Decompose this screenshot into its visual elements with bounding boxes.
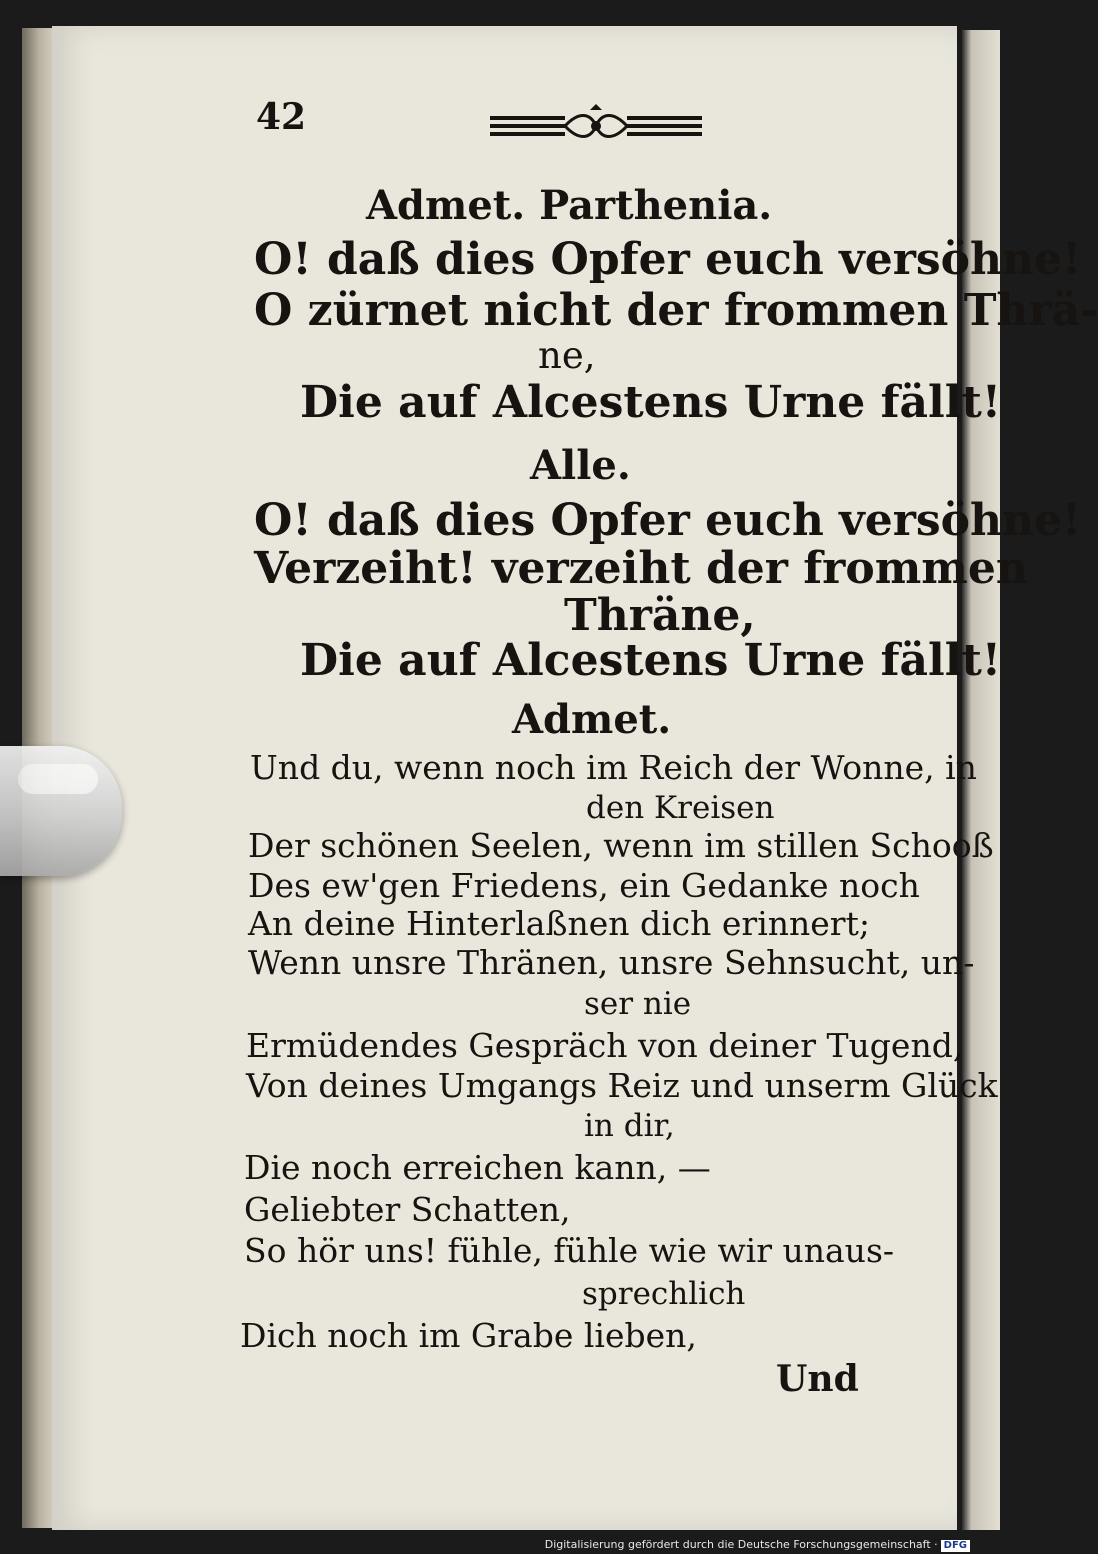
- verse-line-turnover: den Kreisen: [586, 790, 775, 826]
- verse-line: Die auf Alcestens Urne fällt!: [300, 635, 1002, 686]
- verse-line: Von deines Umgangs Reiz und unserm Glück: [246, 1066, 998, 1105]
- verse-line: O! daß dies Opfer euch versöhne!: [254, 495, 1082, 546]
- verse-line: Verzeiht! verzeiht der frommen: [254, 543, 1028, 594]
- speaker-admet-parthenia: Admet. Parthenia.: [366, 182, 773, 229]
- speaker-admet: Admet.: [512, 696, 672, 743]
- verse-line: Und du, wenn noch im Reich der Wonne, in: [250, 748, 977, 787]
- verse-line-turnover: sprechlich: [582, 1276, 746, 1312]
- verse-line: An deine Hinterlaßnen dich erinnert;: [248, 904, 870, 943]
- verse-line: O zürnet nicht der frommen Thrä-: [254, 285, 1098, 336]
- verse-line: Dich noch im Grabe lieben,: [240, 1316, 697, 1355]
- verse-line: Die noch erreichen kann, —: [244, 1148, 711, 1187]
- ornament-rule-icon: [490, 104, 702, 144]
- verse-line: Wenn unsre Thränen, unsre Sehnsucht, un-: [248, 943, 975, 982]
- digitization-credit: [545, 1538, 970, 1552]
- verse-line: Geliebter Schatten,: [244, 1190, 571, 1229]
- verse-line: Die auf Alcestens Urne fällt!: [300, 377, 1002, 428]
- verse-line: So hör uns! fühle, fühle wie wir unaus-: [244, 1231, 895, 1270]
- catchword: Und: [776, 1358, 859, 1400]
- verse-line-turnover: Thräne,: [564, 590, 756, 641]
- verse-line-turnover: ne,: [538, 334, 596, 377]
- page-holder-clip: [0, 746, 122, 876]
- speaker-alle: Alle.: [530, 442, 631, 489]
- dfg-logo: DFG: [941, 1540, 970, 1552]
- credit-text: Digitalisierung gefördert durch die Deutsche Forschungsgemeinschaft ·: [544, 1538, 938, 1551]
- verse-line-turnover: ser nie: [584, 986, 692, 1022]
- page-number: 42: [256, 96, 307, 138]
- verse-line-turnover: in dir,: [584, 1108, 675, 1144]
- verse-line: O! daß dies Opfer euch versöhne!: [254, 234, 1082, 285]
- verse-line: Des ew'gen Friedens, ein Gedanke noch: [248, 866, 920, 905]
- verse-line: Ermüdendes Gespräch von deiner Tugend,: [246, 1026, 964, 1065]
- verse-line: Der schönen Seelen, wenn im stillen Schooß: [248, 826, 994, 865]
